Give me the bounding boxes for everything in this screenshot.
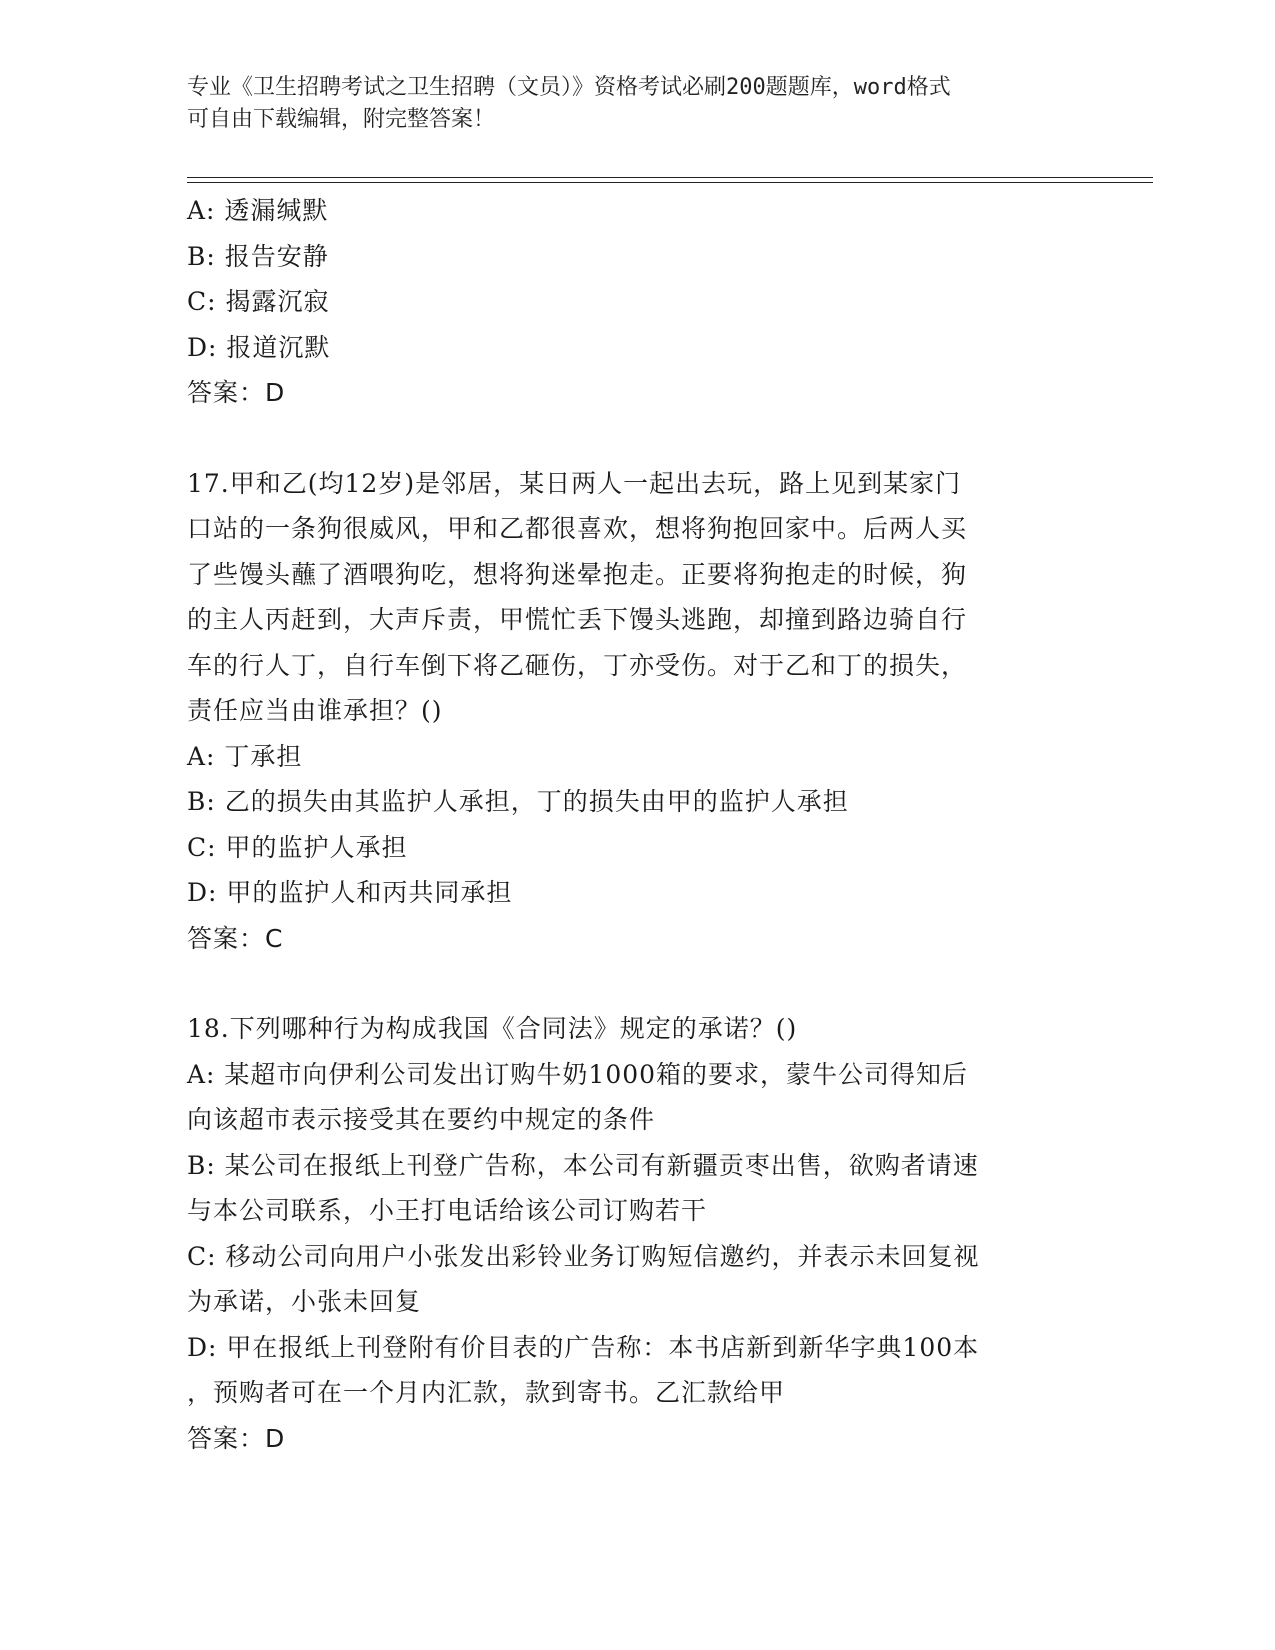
option-d: D: 报道沉默 — [187, 332, 331, 362]
option-a: A: 某超市向伊利公司发出订购牛奶1000箱的要求，蒙牛公司得知后 — [187, 1059, 969, 1089]
document-body — [187, 188, 1087, 1461]
header-line: 可自由下载编辑，附完整答案！ — [187, 107, 496, 132]
question-16-continuation — [187, 188, 1087, 416]
option-b: B: 报告安静 — [187, 241, 329, 271]
question-text-line: 口站的一条狗很威风，甲和乙都很喜欢，想将狗抱回家中。后两人买 — [187, 514, 968, 543]
option-d: D: 甲在报纸上刊登附有价目表的广告称：本书店新到新华字典100本 — [187, 1332, 980, 1362]
question-17 — [187, 461, 1087, 962]
question-text-line: 车的行人丁，自行车倒下将乙砸伤，丁亦受伤。对于乙和丁的损失， — [187, 650, 968, 680]
option-a-continued: 向该超市表示接受其在要约中规定的条件 — [187, 1105, 656, 1134]
option-b-continued: 与本公司联系，小王打电话给该公司订购若干 — [187, 1196, 708, 1225]
question-text-line: 17.甲和乙(均12岁)是邻居，某日两人一起出去玩，路上见到某家门 — [187, 468, 962, 498]
option-a: A: 丁承担 — [187, 741, 303, 771]
option-c: C: 揭露沉寂 — [187, 287, 330, 316]
option-b: B: 乙的损失由其监护人承担，丁的损失由甲的监护人承担 — [187, 787, 849, 816]
option-b: B: 某公司在报纸上刊登广告称，本公司有新疆贡枣出售，欲购者请速 — [187, 1150, 979, 1180]
option-c: C: 移动公司向用户小张发出彩铃业务订购短信邀约，并表示未回复视 — [187, 1241, 980, 1271]
option-a: A: 透漏缄默 — [187, 196, 329, 225]
question-text-line: 责任应当由谁承担？() — [187, 696, 443, 725]
question-text-line: 18.下列哪种行为构成我国《合同法》规定的承诺？() — [187, 1014, 798, 1043]
page-header — [187, 72, 1067, 136]
header-divider — [187, 182, 1153, 183]
header-line: 专业《卫生招聘考试之卫生招聘（文员）》资格考试必刷200题题库，word格式 — [187, 75, 951, 100]
answer: 答案：D — [187, 378, 286, 407]
header-divider — [187, 177, 1153, 178]
option-c-continued: 为承诺，小张未回复 — [187, 1287, 422, 1316]
question-text-line: 的主人丙赶到，大声斥责，甲慌忙丢下馒头逃跑，却撞到路边骑自行 — [187, 605, 968, 634]
answer: 答案：D — [187, 1423, 286, 1453]
question-text-line: 了些馒头蘸了酒喂狗吃，想将狗迷晕抱走。正要将狗抱走的时候，狗 — [187, 559, 968, 589]
answer: 答案：C — [187, 923, 284, 953]
question-18 — [187, 1006, 1087, 1461]
option-c: C: 甲的监护人承担 — [187, 832, 408, 862]
option-d-continued: ，预购者可在一个月内汇款，款到寄书。乙汇款给甲 — [187, 1378, 786, 1407]
option-d: D: 甲的监护人和丙共同承担 — [187, 878, 513, 907]
